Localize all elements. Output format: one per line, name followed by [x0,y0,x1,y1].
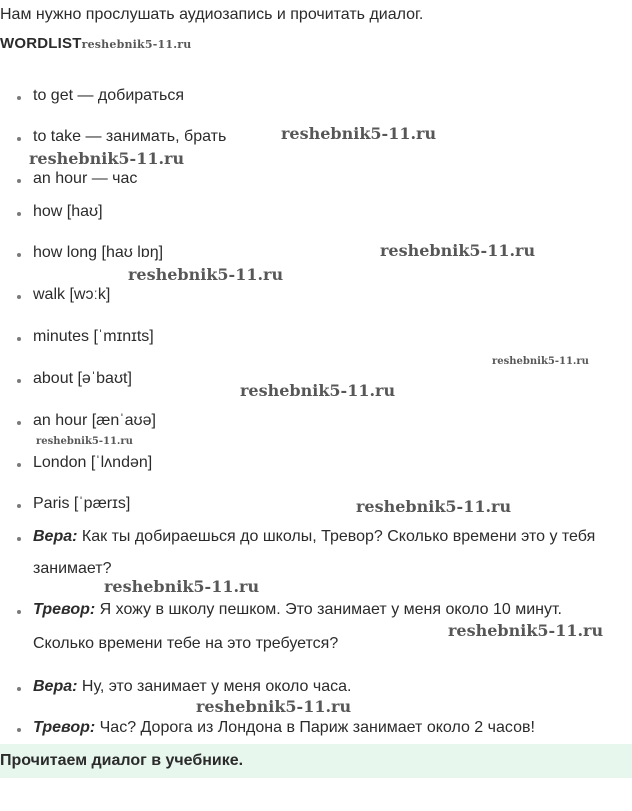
watermark: reshebnik5-11.ru [29,149,185,168]
watermark: reshebnik5-11.ru [492,356,589,367]
dialog-text-cont: занимает? [33,560,112,577]
banner-text: Прочитаем диалог в учебнике. [0,752,244,769]
dialog-text: Я хожу в школу пешком. Это занимает у меня около 10 минут. [95,601,562,618]
intro-text: Нам нужно прослушать аудиозапись и прочитать диалог. [0,6,424,23]
watermark: reshebnik5-11.ru [240,381,396,400]
watermark: reshebnik5-11.ru [36,436,133,447]
watermark: reshebnik5-11.ru [104,577,260,596]
watermark: reshebnik5-11.ru [128,265,284,284]
list-item-text: how [haʊ] [33,203,103,220]
list-item-text: to get — добираться [33,87,185,104]
speaker-name: Тревор: [33,601,96,618]
watermark: reshebnik5-11.ru [196,697,352,716]
speaker-name: Вера: [33,528,78,545]
list-item-text: London [ˈlʌndən] [33,454,153,471]
wordlist-heading [0,35,191,52]
list-item-text: minutes [ˈmɪnɪts] [33,328,154,345]
list-item-text: an hour [ænˈaʊə] [33,412,156,429]
list-item-text: how long [haʊ lɒŋ] [33,244,164,261]
list-item-text: an hour — час [33,170,138,187]
list-item-text: Paris [ˈpærɪs] [33,495,131,512]
speaker-name: Вера: [33,678,78,695]
wordlist-title: WORDLIST [0,35,82,52]
list-item-text: walk [wɔːk] [33,286,111,303]
watermark: reshebnik5-11.ru [81,38,192,51]
read-banner [0,744,632,778]
dialog-text: Как ты добираешься до школы, Тревор? Сколько времени это у тебя [77,528,596,545]
speaker-name: Тревор: [33,719,96,736]
watermark: reshebnik5-11.ru [448,621,604,640]
list-item-text: about [əˈbaʊt] [33,370,132,387]
dialog-text: Ну, это занимает у меня около часа. [77,678,352,695]
watermark: reshebnik5-11.ru [356,497,512,516]
watermark: reshebnik5-11.ru [281,124,437,143]
dialog-text-cont: Сколько времени тебе на это требуется? [33,635,339,652]
list-item-text: to take — занимать, брать [33,128,227,145]
watermark: reshebnik5-11.ru [380,241,536,260]
dialog-text: Час? Дорога из Лондона в Париж занимает около 2 часов! [95,719,535,736]
